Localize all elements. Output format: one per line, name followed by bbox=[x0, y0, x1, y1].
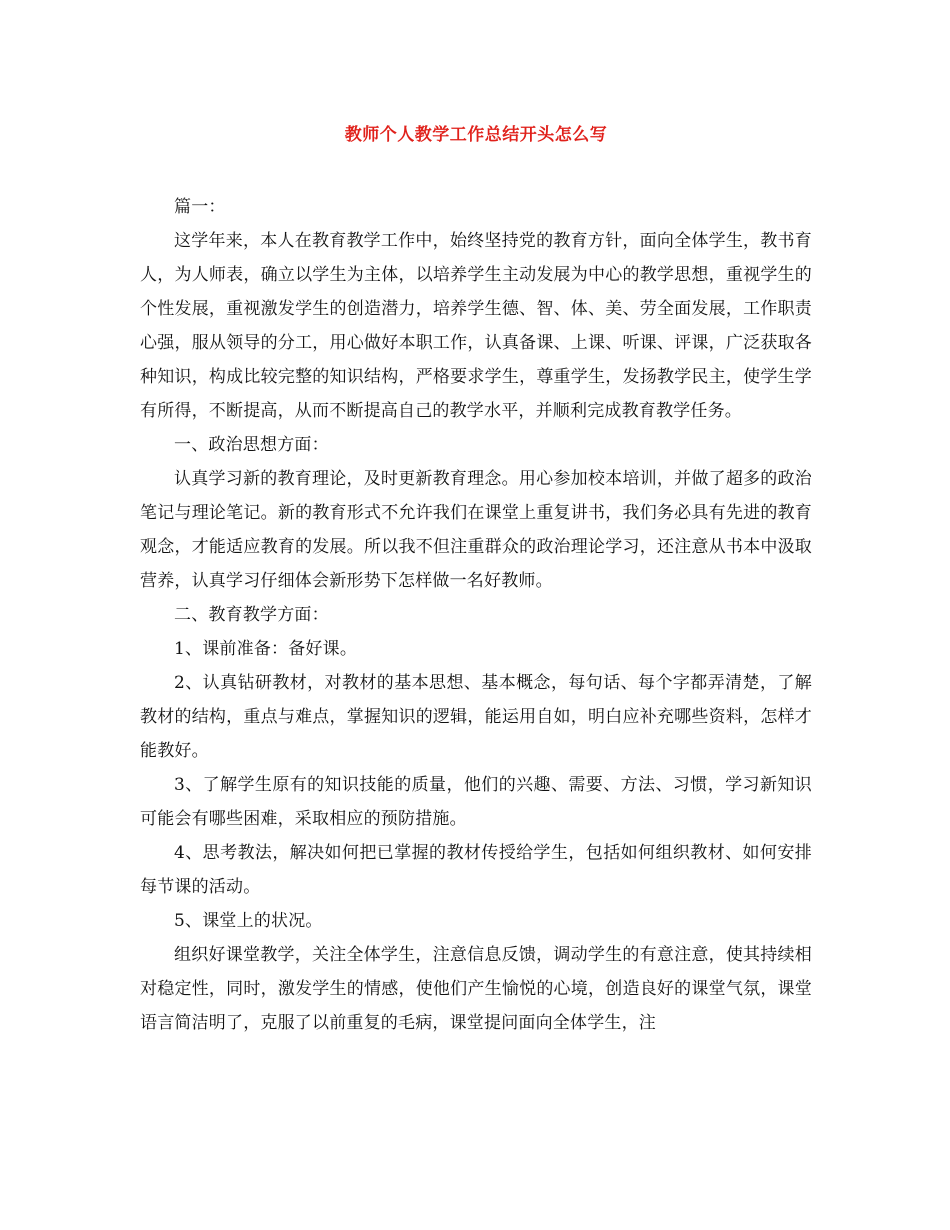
document-page bbox=[140, 120, 812, 1040]
paragraph-classroom: 组织好课堂教学，关注全体学生，注意信息反馈，调动学生的有意注意，使其持续相对稳定性，同时，激发学生的情感，使他们产生愉悦的心境，创造良好的课堂气氛，课堂语言简洁明了，克服了以前重复的毛病，课堂提问面向全体学生，注 bbox=[140, 945, 812, 1033]
list-item-5: 5、课堂上的状况。 bbox=[174, 911, 323, 931]
paragraph-intro: 这学年来，本人在教育教学工作中，始终坚持党的教育方针，面向全体学生，教书育人，为人师表，确立以学生为主体，以培养学生主动发展为中心的教学思想，重视学生的个性发展，重视激发学生的创造潜力，培养学生德、智、体、美、劳全面发展，工作职责心强，服从领导的分工，用心做好本职工作，认真备课、上课、听课、评课，广泛获取各种知识，构成比较完整的知识结构，严格要求学生，尊重学生，发扬教学民主，使学生学有所得，不断提高，从而不断提高自己的教学水平，并顺利完成教育教学任务。 bbox=[140, 231, 812, 421]
list-item-3: 3、了解学生原有的知识技能的质量，他们的兴趣、需要、方法、习惯，学习新知识可能会有哪些困难，采取相应的预防措施。 bbox=[140, 775, 812, 829]
paragraph-section-label: 篇一： bbox=[174, 197, 226, 217]
document-title: 教师个人教学工作总结开头怎么写 bbox=[344, 125, 608, 145]
list-item-4: 4、思考教法，解决如何把已掌握的教材传授给学生，包括如何组织教材、如何安排每节课的活动。 bbox=[140, 843, 812, 897]
list-item-2: 2、认真钻研教材，对教材的基本思想、基本概念，每句话、每个字都弄清楚，了解教材的结构，重点与难点，掌握知识的逻辑，能运用自如，明白应补充哪些资料，怎样才能教好。 bbox=[140, 673, 812, 761]
heading-teaching: 二、教育教学方面： bbox=[174, 605, 329, 625]
list-item-1: 1、课前准备：备好课。 bbox=[174, 639, 358, 659]
paragraph-politics: 认真学习新的教育理论，及时更新教育理念。用心参加校本培训，并做了超多的政治笔记与理论笔记。新的教育形式不允许我们在课堂上重复讲书，我们务必具有先进的教育观念，才能适应教育的发展。所以我不但注重群众的政治理论学习，还注意从书本中汲取营养，认真学习仔细体会新形势下怎样做一名好教师。 bbox=[140, 469, 812, 591]
heading-politics: 一、政治思想方面： bbox=[174, 435, 329, 455]
